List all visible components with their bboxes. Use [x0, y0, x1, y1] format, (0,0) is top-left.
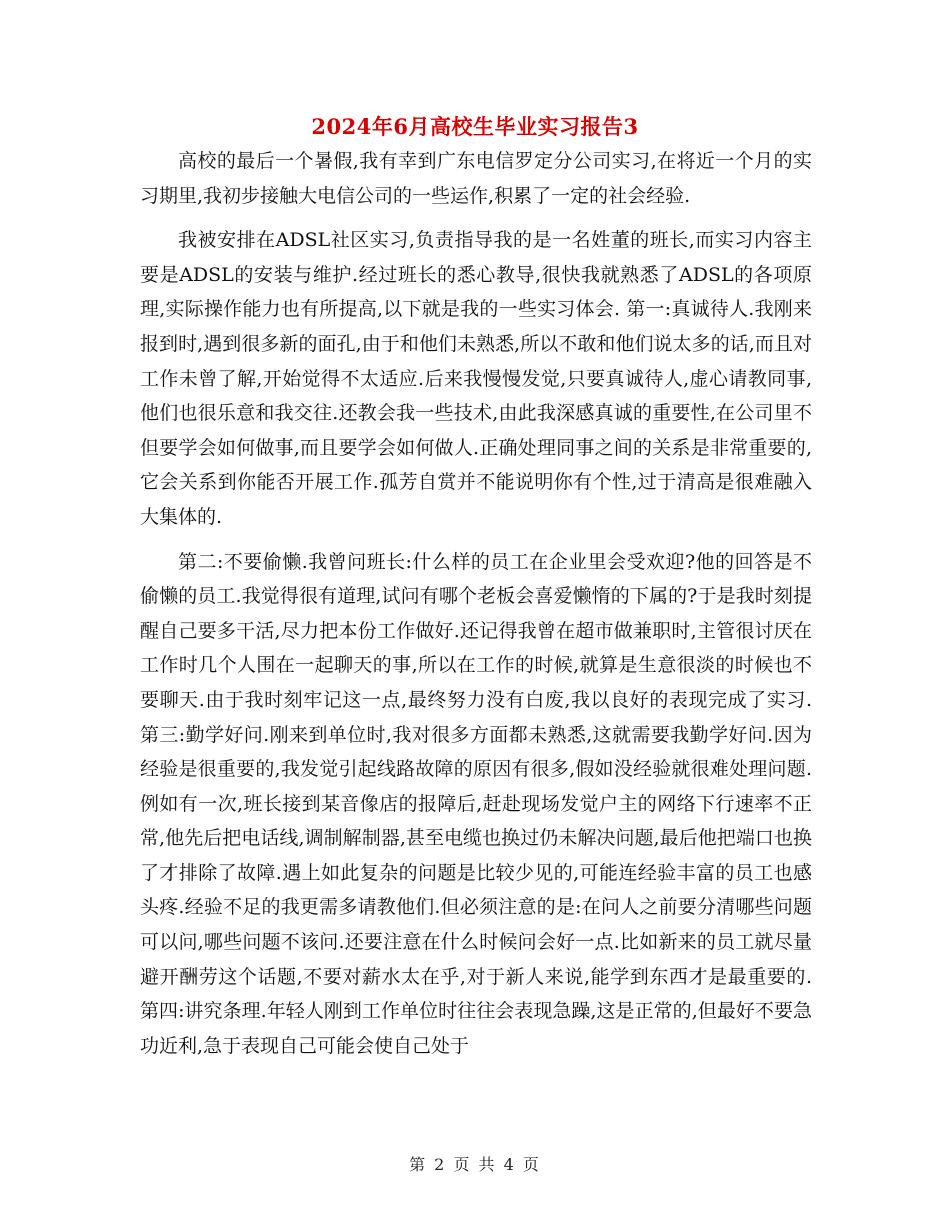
paragraph-second-point: 第二:不要偷懒.我曾问班长:什么样的员工在企业里会受欢迎?他的回答是不偷懒的员工.我觉得很有道理,试问有哪个老板会喜爱懒惰的下属的?于是我时刻提醒自己要多干活,尽力把本份工作做好.还记得我曾在超市做兼职时,主管很讨厌在工作时几个人围在一起聊天的事,所以在工作的时候,就算是生意很淡的时候也不要聊天.由于我时刻牢记这一点,最终努力没有白废,我以良好的表现完成了实习. 第三:勤学好问.刚来到单位时,我对很多方面都未熟悉,这就需要我勤学好问.因为经验是很重要的,我发觉引起线路故障的原因有很多,假如没经验就很难处理问题.例如有一次,班长接到某音像店的报障后,赶赴现场发觉户主的网络下行速率不正常,他先后把电话线,调制解制器,甚至电缆也换过仍未解决问题,最后他把端口也换了才排除了故障.遇上如此复杂的问题是比较少见的,可能连经验丰富的员工也感头疼.经验不足的我更需多请教他们.但必须注意的是:在问人之前要分清哪些问题可以问,哪些问题不该问.还要注意在什么时候问会好一点.比如新来的员工就尽量避开酬劳这个话题,不要对薪水太在乎,对于新人来说,能学到东西才是最重要的. 第四:讲究条理.年轻人刚到工作单位时往往会表现急躁,这是正常的,但最好不要急功近利,急于表现自己可能会使自己处于	[140, 550, 812, 1057]
document-body	[140, 144, 812, 1063]
page-footer: 第 2 页 共 4 页	[409, 1155, 541, 1174]
paragraph-intro: 高校的最后一个暑假,我有幸到广东电信罗定分公司实习,在将近一个月的实习期里,我初步接触大电信公司的一些运作,积累了一定的社会经验.	[140, 150, 812, 207]
paragraph-first-point: 我被安排在ADSL社区实习,负责指导我的是一名姓董的班长,而实习内容主要是ADSL的安装与维护.经过班长的悉心教导,很快我就熟悉了ADSL的各项原理,实际操作能力也有所提高,以下就是我的一些实习体会. 第一:真诚待人.我刚来报到时,遇到很多新的面孔,由于和他们未熟悉,所以不敢和他们说太多的话,而且对工作未曾了解,开始觉得不太适应.后来我慢慢发觉,只要真诚待人,虚心请教同事,他们也很乐意和我交往.还教会我一些技术,由此我深感真诚的重要性,在公司里不但要学会如何做事,而且要学会如何做人.正确处理同事之间的关系是非常重要的,它会关系到你能否开展工作.孤芳自赏并不能说明你有个性,过于清高是很难融入大集体的.	[140, 229, 812, 528]
document-title: 2024年6月高校生毕业实习报告3	[311, 114, 639, 139]
